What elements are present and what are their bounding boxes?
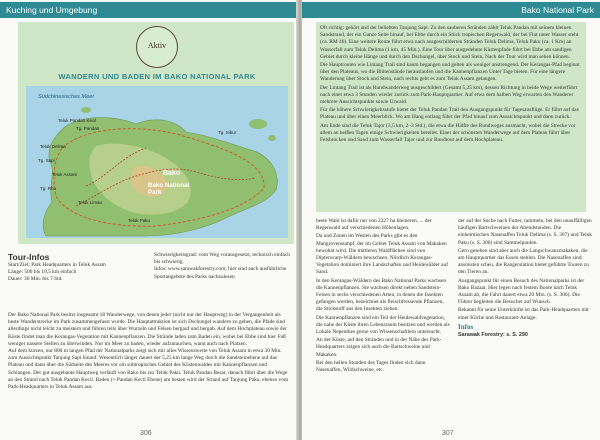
map-place-4: Tg. Sapi	[38, 158, 55, 163]
col1-paragraph: In den Kerangas-Wäldern des Bako National Parks wachsen die Kannenpflanzen. Sie wachsen direkt neben Sandstein-Felsen in sechs verschiedenen Arten, in denen die Insekten gefangen werden, bezeichnet als fleischfressende Pflanzen, die Stickstoff aus den Insekten ziehen.	[316, 277, 447, 313]
map-place-2: Tg. Pandan	[76, 126, 100, 131]
map-park-label: Bako National Park	[148, 182, 190, 196]
green-paragraph: Die Hauptrouten wie Lintang Trail sind kaum begangen und gelten als weniger anstrengend. Der Kerangas-Pfad beginnt über den Plateaus, wo die Blütenstände herauslaufen und die Kannenpflanzen Unter Tage bieten. Für eine längere Wanderung über Stock und Stein, nach rechts geht es zum Teluk Assam gelangen.	[320, 62, 580, 83]
green-info-box	[316, 22, 586, 212]
map-place-1: Teluk Pandan Kecil	[58, 118, 97, 123]
aktiv-badge	[136, 26, 178, 68]
map-place-8: Tg. Sibur	[218, 130, 237, 135]
col1-paragraph: beste Wahl ist dafür nur von 2227 ha kleineren, ... der Regenwald auf verschiedenen Höhenlagen.	[316, 218, 432, 232]
col2-paragraph: der auf der Suche nach Futter, tummeln, bei den unauffälligen häufigen Bartschweinen der Abendstunden. Die einheimischen Nasenaffen Teluk Delima (s. S. 307) und Teluk Paku (s. S. 306) sind Sammelpunkte.	[458, 218, 592, 246]
infos-line: Sarawak Forestry: s. S. 290	[458, 332, 528, 339]
aktiv-badge-label: Aktiv	[147, 41, 167, 50]
map-place-5: Teluk Assam	[52, 172, 78, 177]
col1-paragraph: An der Küste, auf den Stränden und in der Nähe des Park-Headquarters zeigen sich auch die Bartschweine und Makaken.	[316, 337, 442, 358]
map-sea-label: Südchinesisches Meer	[38, 94, 95, 100]
tour-start-ziel: Start/Ziel: Park Headquarters in Teluk Assam	[8, 262, 106, 268]
col2-paragraph: Gern gesehen sind aber auch die Langschwanzmakaken, die am Hauptquartier das Essen stehlen. Die Nasenaffen sind ansonsten scheu, die Rangerstation bietet geführte Touren zu den Tieren an.	[458, 247, 589, 276]
col1-paragraph: Da und Zonen im Westen des Parks gibt es den Mangrovensumpf, der im Gebiet Teluk Assam von Makaken bewohnt wird. Die mittleren Waldflächen sind von Dipterocarp-Wäldern bewachsen. Nördlich Kerangas-Vegetation dominiert ihre Landschaften und Heidewälder auf Sand.	[316, 233, 449, 276]
green-paragraph: Oft richtig: gehört und der beliebten Tanjong Sapi. Zu den sauberen Stränden zählt Teluk Pandan mit seinem kleinen Sandstrand, der ein Ganze Seite hinauf, bei Ebbe durch ein Stück tropischen Regenwald, der bei Flut unter Wasser steht (ca. RM 40). Eine weitere Route führt etwa nach ausgeschilderten Stränden Teluk Delima, Teluk Paku (ca. 1 Km) an Wasserfall zum Teluk Delima (1 km, 45 Min.). Eine Tour über ausgedehnte Küstenpfade führt bei Ebbe am sandigen Gebiet durch kleine Hänge und durch den Dschungel, über Stock und Stein, Nach der Tour wird man sehen können.	[320, 25, 579, 60]
col2-paragraph: Ausgangspunkt für einen Besuch des Nationalparks ist der Bako Bazaar. Hier legen nach festem Boote nach Teluk Assam ab, die Fahrt dauert etwa 20 Min. (s. S. 306). Die Führer begleiten die Besucher auf Wunsch.	[458, 277, 585, 306]
right-page	[302, 0, 600, 440]
col1-paragraph: Bei den hellen Stunden des Tages finden sich dann Nasenaffen, Wildschweine, etc.	[316, 359, 426, 374]
map-place-9: Telok Paku	[128, 218, 151, 223]
bako-map	[26, 86, 288, 238]
tour-infos-heading: Tour-Infos	[8, 252, 50, 262]
tour-infos-col-1	[8, 252, 144, 284]
right-col-1	[316, 218, 450, 426]
aktiv-box	[18, 22, 294, 244]
map-place-7: Teluk Limau	[78, 200, 103, 205]
col1-paragraph: Die Kannenpflanzen sind ein Teil der Heidewaldvegetation, die nahe der Küste ihren Lebensraum besitzen und werden als Lokale Nepenthes gerne von Wissenschaftlern untersucht.	[316, 314, 450, 336]
tour-dauer: Dauer: 30 Min. bis 7 Std.	[8, 276, 63, 283]
green-paragraph: Am Ende sind die Teluk Tajor (3,5 km, 2–3 Std.), die etwa die Hälfte des Rundweges ausmacht, wobei die Strecke vor allem an heißen Tagen einige Schwierigkeiten bereitet. Einer der schönsten Wanderwege auf dem Plateau führt über Felsbrocken und Sand zum Wasserfall Tajor und zur Rundtour auf dem Hochplateau.	[320, 122, 576, 144]
page-number-left: 306	[140, 430, 152, 437]
aktiv-box-title: WANDERN UND BADEN IM BAKO NATIONAL PARK	[58, 72, 256, 81]
col2-paragraph: Bekannt für seine Unterkünfte ist das Park-Headquarters mit einer Küche und Restaurant-Anlage.	[458, 307, 589, 321]
green-paragraph: Für die höhere Schwierigkeitsstufe bietet der Teluk Pandan Trail den Ausgangspunkt für Tagesausflüge. Er führt auf das Plateau und über einen Meerblick. Wo am Hang entlang führt der Pfad hinauf zum Aussichtspunkt und dann zurück.	[320, 107, 579, 121]
left-body-text: Der Bako National Park besitzt insgesamt 18 Wanderwege, von denen jeder (nicht nur der Hauptweg) in der Vergangenheit als beste Wanderstrecke im Park zusammengefasst wurde. Die Hauptattraktion ist sich Dschungel wandern zu gehen, die Pfade sind allerdings nicht leicht zu meistern und führen teils über Wurzeln und Felsen bergauf und bergab. Auf dem Hochplateau sowie der Küste findet man die Kerangas-Vegetation mit Kannenpflanzen. Die Strände laden zum Baden ein, wobei bei Ebbe sind hier Fuß weniger nassere Stellen zu überwinden. Nur im Meer zu baden, wieder aufzutauchen, wann auch nach Platzen. Auf dem kurzen, nur 800 m langen Pfad der Nationalparks zeigt sich mir alles Wissenswerte von Teluk Assam in etwa 30 Min. zum Aussichtspunkt Tanjung Sapi hinauf. Wesentlich länger dauert der 5,25 km lange Weg durch die Sandsteinebene auf das Plateau und dann über die Südseite des Meeres vor ein subtropisches Gebiet des Küstenwaldes mit Kannenpflanzen und Schlangen. Der gut ausgebaute Hauptweg verläuft von Bako bis zur Teluk Paku. Teluk Pandan Besar, danach führt über die Wege an den Strand nach Teluk Pandan Kecil. Baden (+ Pandan Kecil Ebene) am besten wird der Strand auf Tanjung Paku, ebenso vom Park-Headquarters in Teluk Assam aus.	[8, 312, 289, 391]
running-head-left: Kuching und Umgebung	[0, 2, 298, 18]
tour-infos-link: Infos: www.sarawakforestry.com; hier sind auch ausführliche Sportangebote des Parks nachzulesen	[154, 266, 287, 280]
infos-heading: Infos	[458, 322, 474, 331]
map-bako-label: Bako	[163, 170, 181, 177]
running-head-right: Bako National Park	[302, 2, 600, 18]
tour-schwierigkeit: Schwierigkeitsgrad: vom Weg vorausgesetzt, technisch einfach bis schwierig	[154, 252, 290, 266]
page-number-right: 307	[442, 430, 454, 437]
left-page	[0, 0, 298, 440]
green-paragraph: Der Lintang Trail ist als Rundwanderweg ausgeschildert (Gesamt 5,25 km), dessen Richtung in beide Wege weiterführt nach einer etwa 3 Stunden wieder zurück zum Park-Hauptquartier. Auf etwa dem halben Weg erwarten den Wanderer mehrere Aussichtspunkte sowie Urwald.	[320, 84, 578, 106]
tour-laenge: Länge: 500 bis 10,5 km einfach	[8, 269, 77, 276]
right-col-2	[458, 218, 592, 426]
map-place-3: Teluk Delima	[40, 144, 66, 149]
map-place-6: Tg. Rhu	[40, 186, 57, 191]
tour-infos-col-2	[154, 252, 290, 281]
